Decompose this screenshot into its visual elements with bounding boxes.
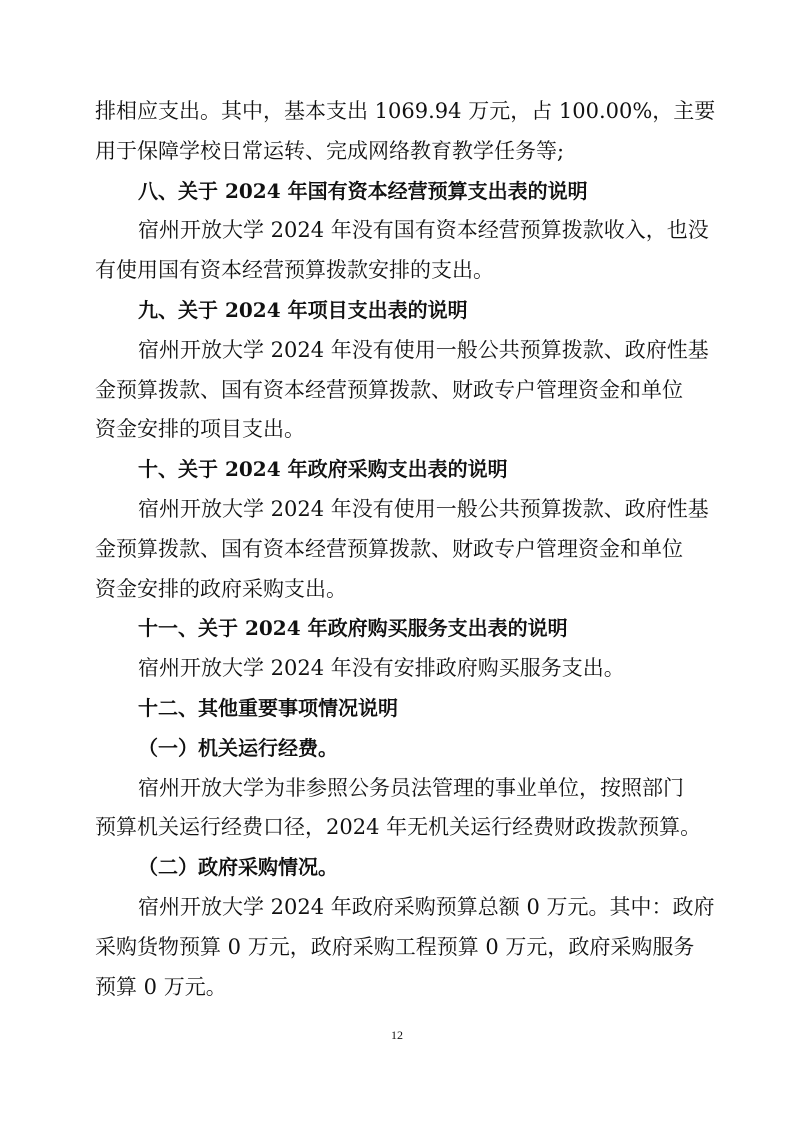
subsection-heading-1: （一）机关运行经费。 [138,735,338,760]
section-heading-10: 十、关于 2024 年政府采购支出表的说明 [138,457,508,482]
paragraph-line: 宿州开放大学 2024 年没有使用一般公共预算拨款、政府性基 [138,337,709,362]
paragraph-line: 采购货物预算 0 万元，政府采购工程预算 0 万元，政府采购服务 [95,934,695,959]
paragraph-line: 宿州开放大学 2024 年政府采购预算总额 0 万元。其中：政府 [138,894,715,919]
section-heading-8: 八、关于 2024 年国有资本经营预算支出表的说明 [138,178,588,203]
paragraph-line: 宿州开放大学 2024 年没有国有资本经营预算拨款收入，也没 [138,218,709,243]
paragraph-line: 有使用国有资本经营预算拨款安排的支出。 [95,258,494,283]
paragraph-line: 金预算拨款、国有资本经营预算拨款、财政专户管理资金和单位 [95,377,683,402]
section-heading-9: 九、关于 2024 年项目支出表的说明 [138,297,468,322]
paragraph-line: 宿州开放大学为非参照公务员法管理的事业单位，按照部门 [138,775,684,800]
subsection-heading-2: （二）政府采购情况。 [138,855,338,880]
paragraph-line: 宿州开放大学 2024 年没有使用一般公共预算拨款、政府性基 [138,496,709,521]
page-number: 12 [391,1028,403,1042]
section-heading-12: 十二、其他重要事项情况说明 [138,695,398,720]
paragraph-line: 金预算拨款、国有资本经营预算拨款、财政专户管理资金和单位 [95,536,683,561]
paragraph-line: 宿州开放大学 2024 年没有安排政府购买服务支出。 [138,656,625,681]
paragraph-line: 资金安排的政府采购支出。 [95,576,347,601]
paragraph-line: 预算机关运行经费口径，2024 年无机关运行经费财政拨款预算。 [95,815,702,840]
paragraph-line: 用于保障学校日常运转、完成网络教育教学任务等; [95,138,565,163]
paragraph-line: 预算 0 万元。 [95,974,227,999]
paragraph-line: 排相应支出。其中，基本支出 1069.94 万元，占 100.00%，主要 [95,99,716,123]
paragraph-line: 资金安排的项目支出。 [95,417,305,442]
section-heading-11: 十一、关于 2024 年政府购买服务支出表的说明 [138,616,568,641]
document-body [95,92,716,1007]
